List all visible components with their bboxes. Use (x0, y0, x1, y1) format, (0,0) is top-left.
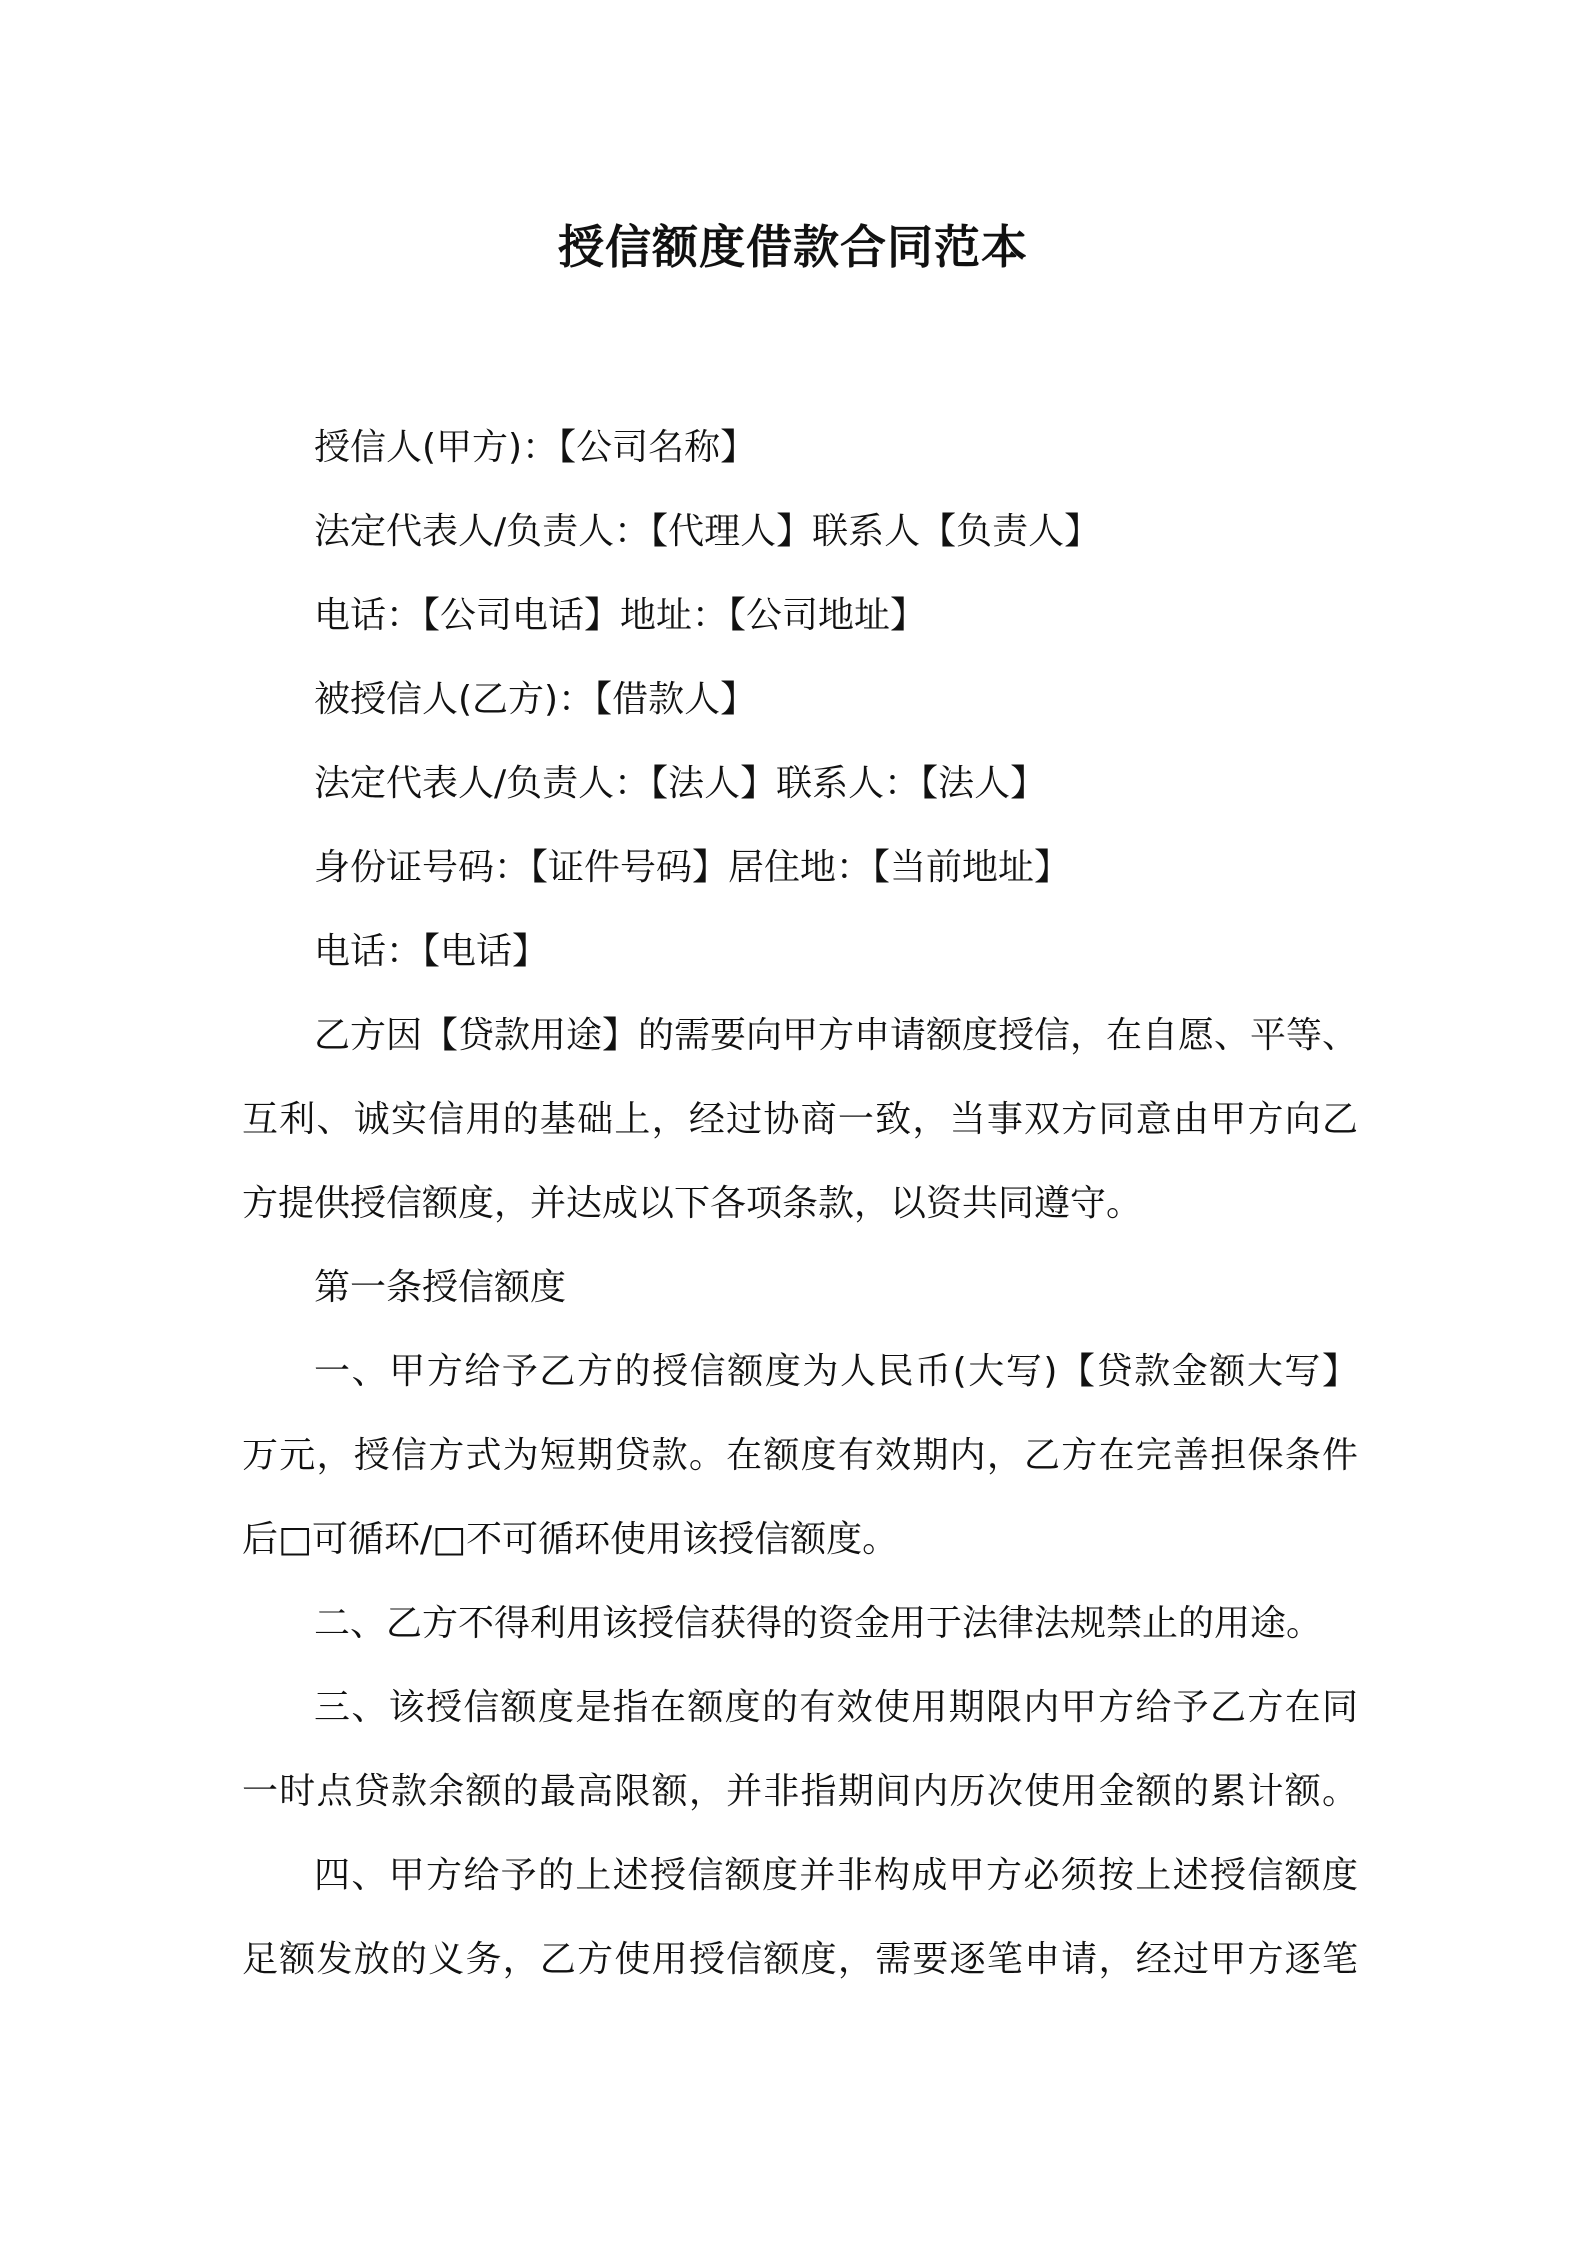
party-a-name: 授信人(甲方)：【公司名称】 (314, 427, 757, 468)
preamble-line-3: 方提供授信额度，并达成以下各项条款，以资共同遵守。 (242, 1183, 1143, 1224)
clause-1-line-3: 后□可循环/□不可循环使用该授信额度。 (242, 1519, 899, 1560)
document-title: 授信额度借款合同范本 (558, 220, 1028, 274)
clause-3-line-1: 三、该授信额度是指在额度的有效使用期限内甲方给予乙方在同 (314, 1687, 1358, 1728)
preamble-line-1: 乙方因【贷款用途】的需要向甲方申请额度授信，在自愿、平等、 (314, 1015, 1359, 1056)
clause-1-line-2: 万元，授信方式为短期贷款。在额度有效期内，乙方在完善担保条件 (242, 1435, 1358, 1476)
party-a-contact: 电话：【公司电话】地址：【公司地址】 (314, 595, 927, 636)
party-b-representative: 法定代表人/负责人：【法人】联系人：【法人】 (314, 763, 1047, 804)
clause-1-line-1: 一、甲方给予乙方的授信额度为人民币(大写)【贷款金额大写】 (314, 1351, 1358, 1392)
party-b-name: 被授信人(乙方)：【借款人】 (314, 679, 757, 720)
clause-4-line-1: 四、甲方给予的上述授信额度并非构成甲方必须按上述授信额度 (314, 1855, 1358, 1896)
party-b-id: 身份证号码：【证件号码】居住地：【当前地址】 (314, 847, 1071, 888)
clause-4-line-2: 足额发放的义务，乙方使用授信额度，需要逐笔申请，经过甲方逐笔 (242, 1939, 1358, 1980)
clause-2: 二、乙方不得利用该授信获得的资金用于法律法规禁止的用途。 (314, 1603, 1323, 1644)
party-a-representative: 法定代表人/负责人：【代理人】联系人【负责人】 (314, 511, 1101, 552)
clause-3-line-2: 一时点贷款余额的最高限额，并非指期间内历次使用金额的累计额。 (242, 1771, 1358, 1812)
document-body (242, 406, 1358, 2002)
article-1-heading: 第一条授信额度 (314, 1267, 567, 1308)
party-b-phone: 电话：【电话】 (314, 931, 549, 972)
preamble-line-2: 互利、诚实信用的基础上，经过协商一致，当事双方同意由甲方向乙 (242, 1099, 1358, 1140)
